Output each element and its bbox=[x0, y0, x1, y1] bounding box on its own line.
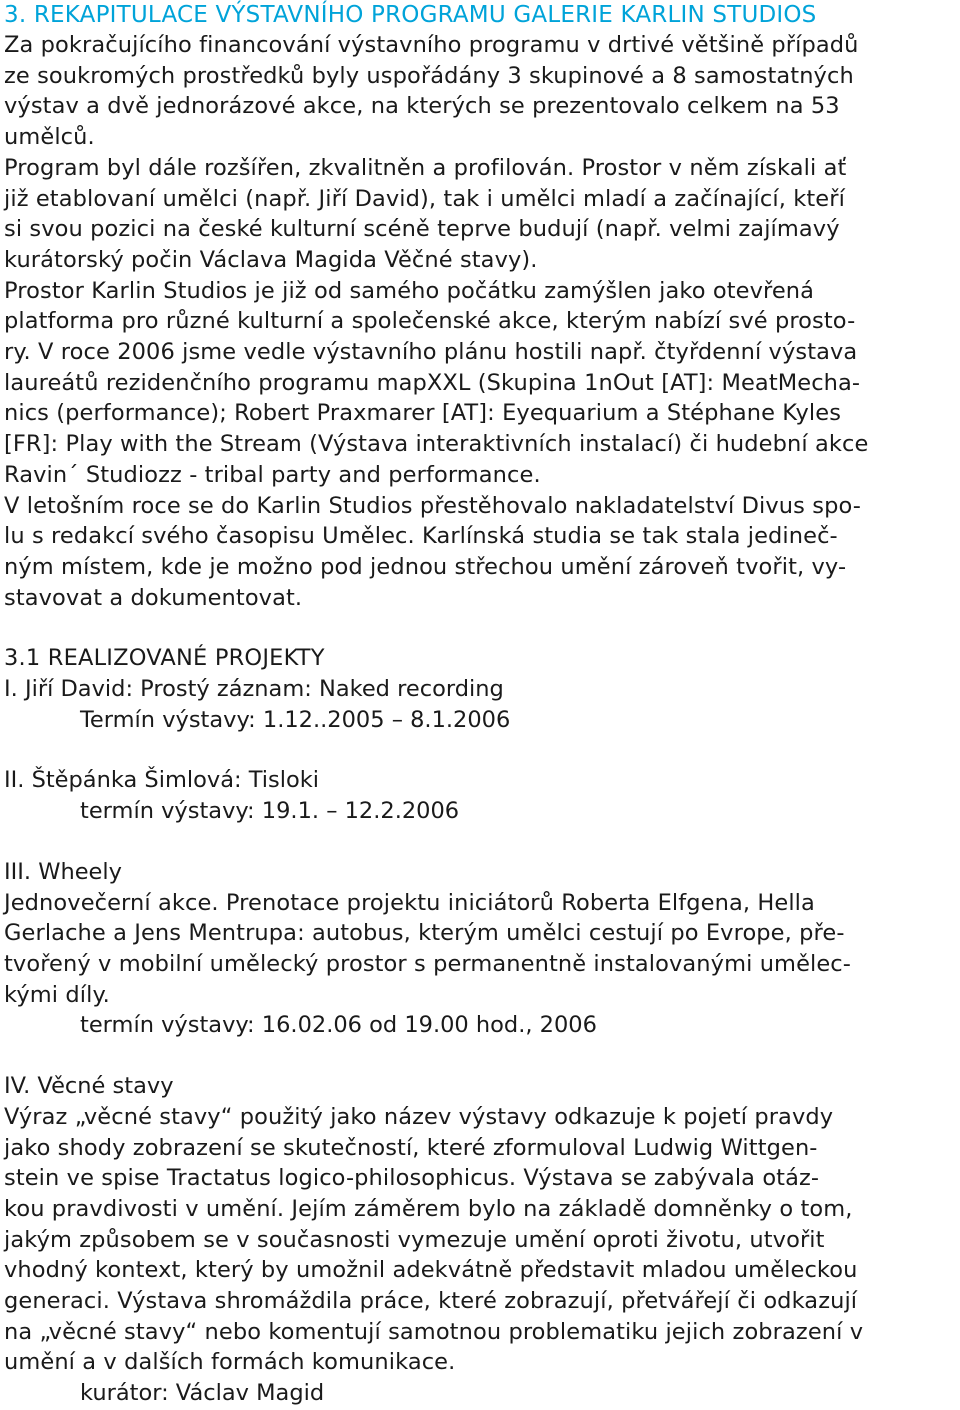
text-line: Prostor Karlin Studios je již od samého počátku zamýšlen jako otevřená bbox=[4, 277, 815, 304]
intro-paragraph-4 bbox=[4, 491, 956, 614]
text-line: ným místem, kde je možno pod jednou střechou umění zároveň tvořit, vy- bbox=[4, 553, 847, 580]
text-line: Jednovečerní akce. Prenotace projektu iniciátorů Roberta Elfgena, Hella bbox=[4, 889, 815, 916]
spacer bbox=[4, 1041, 956, 1071]
text-line: tvořený v mobilní umělecký prostor s permanentně instalovanými umělec- bbox=[4, 950, 851, 977]
text-line: umělců. bbox=[4, 124, 95, 151]
project-title: II. Štěpánka Šimlová: Tisloki bbox=[4, 767, 320, 794]
text-line: si svou pozici na české kulturní scéně teprve budují (např. velmi zajímavý bbox=[4, 216, 840, 243]
exhibition-term: termín výstavy: 19.1. – 12.2.2006 bbox=[80, 798, 460, 825]
text-line: V letošním roce se do Karlin Studios přestěhovalo nakladatelství Divus spo- bbox=[4, 492, 861, 519]
intro-paragraph-2 bbox=[4, 153, 956, 276]
text-line: jako shody zobrazení se skutečností, které zformuloval Ludwig Wittgen- bbox=[4, 1134, 818, 1161]
text-line: laureátů rezidenčního programu mapXXL (Skupina 1nOut [AT]: MeatMecha- bbox=[4, 369, 861, 396]
text-line: ry. V roce 2006 jsme vedle výstavního plánu hostili např. čtyřdenní výstava bbox=[4, 339, 858, 366]
text-line: platforma pro různé kulturní a společenské akce, kterým nabízí své prosto- bbox=[4, 308, 856, 335]
text-line: Program byl dále rozšířen, zkvalitněn a profilován. Prostor v něm získali ať bbox=[4, 154, 847, 181]
project-title: IV. Věcné stavy bbox=[4, 1073, 174, 1100]
text-line: Ravin´ Studiozz - tribal party and performance. bbox=[4, 461, 541, 488]
text-line: umění a v dalších formách komunikace. bbox=[4, 1349, 456, 1376]
text-line: kou pravdivosti v umění. Jejím záměrem bylo na základě domněnky o tom, bbox=[4, 1195, 853, 1222]
project-title: III. Wheely bbox=[4, 858, 122, 885]
text-line: stein ve spise Tractatus logico-philosophicus. Výstava se zabývala otáz- bbox=[4, 1165, 820, 1192]
spacer bbox=[4, 735, 956, 765]
project-1 bbox=[4, 674, 956, 735]
text-line: Gerlache a Jens Mentrupa: autobus, kterým umělci cestují po Evrope, pře- bbox=[4, 920, 845, 947]
project-4 bbox=[4, 1071, 956, 1409]
exhibition-term: termín výstavy: 16.02.06 od 19.00 hod., 2006 bbox=[80, 1012, 597, 1039]
text-line: kými díly. bbox=[4, 981, 110, 1008]
text-line: vhodný kontext, který by umožnil adekvátně představit mladou uměleckou bbox=[4, 1257, 858, 1284]
text-line: Za pokračujícího financování výstavního programu v drtivé většině případů bbox=[4, 32, 859, 58]
text-line: nics (performance); Robert Praxmarer [AT]: Eyequarium a Stéphane Kyles bbox=[4, 400, 842, 427]
projects-heading: 3.1 REALIZOVANÉ PROJEKTY bbox=[4, 645, 325, 672]
text-line: na „věcné stavy“ nebo komentují samotnou problematiku jejich zobrazení v bbox=[4, 1318, 864, 1345]
project-3 bbox=[4, 857, 956, 1041]
intro-paragraph-1 bbox=[4, 30, 956, 153]
project-description bbox=[4, 1102, 956, 1378]
text-line: jakým způsobem se v současnosti vymezuje umění oproti životu, utvořit bbox=[4, 1226, 825, 1253]
document-page bbox=[4, 0, 956, 1409]
text-line: kurátorský počin Václava Magida Věčné stavy). bbox=[4, 246, 538, 273]
exhibition-term: Termín výstavy: 1.12..2005 – 8.1.2006 bbox=[80, 706, 511, 733]
section-title: 3. REKAPITULACE VÝSTAVNÍHO PROGRAMU GALERIE KARLIN STUDIOS bbox=[4, 2, 817, 28]
project-description bbox=[4, 888, 956, 1011]
curator: kurátor: Václav Magid bbox=[80, 1380, 325, 1407]
text-line: výstav a dvě jednorázové akce, na kterých se prezentovalo celkem na 53 bbox=[4, 93, 840, 120]
project-title: I. Jiří David: Prostý záznam: Naked recording bbox=[4, 676, 504, 703]
intro-paragraph-3 bbox=[4, 276, 956, 491]
text-line: lu s redakcí svého časopisu Umělec. Karlínská studia se tak stala jedineč- bbox=[4, 523, 838, 550]
spacer bbox=[4, 827, 956, 857]
text-line: [FR]: Play with the Stream (Výstava interaktivních instalací) či hudební akce bbox=[4, 431, 869, 458]
spacer bbox=[4, 613, 956, 643]
text-line: Výraz „věcné stavy“ použitý jako název výstavy odkazuje k pojetí pravdy bbox=[4, 1103, 834, 1130]
text-line: již etablovaní umělci (např. Jiří David), tak i umělci mladí a začínající, kteří bbox=[4, 185, 845, 212]
text-line: stavovat a dokumentovat. bbox=[4, 584, 303, 611]
text-line: generaci. Výstava shromáždila práce, které zobrazují, přetvářejí či odkazují bbox=[4, 1288, 858, 1315]
project-2 bbox=[4, 765, 956, 826]
text-line: ze soukromých prostředků byly uspořádány 3 skupinové a 8 samostatných bbox=[4, 62, 854, 89]
